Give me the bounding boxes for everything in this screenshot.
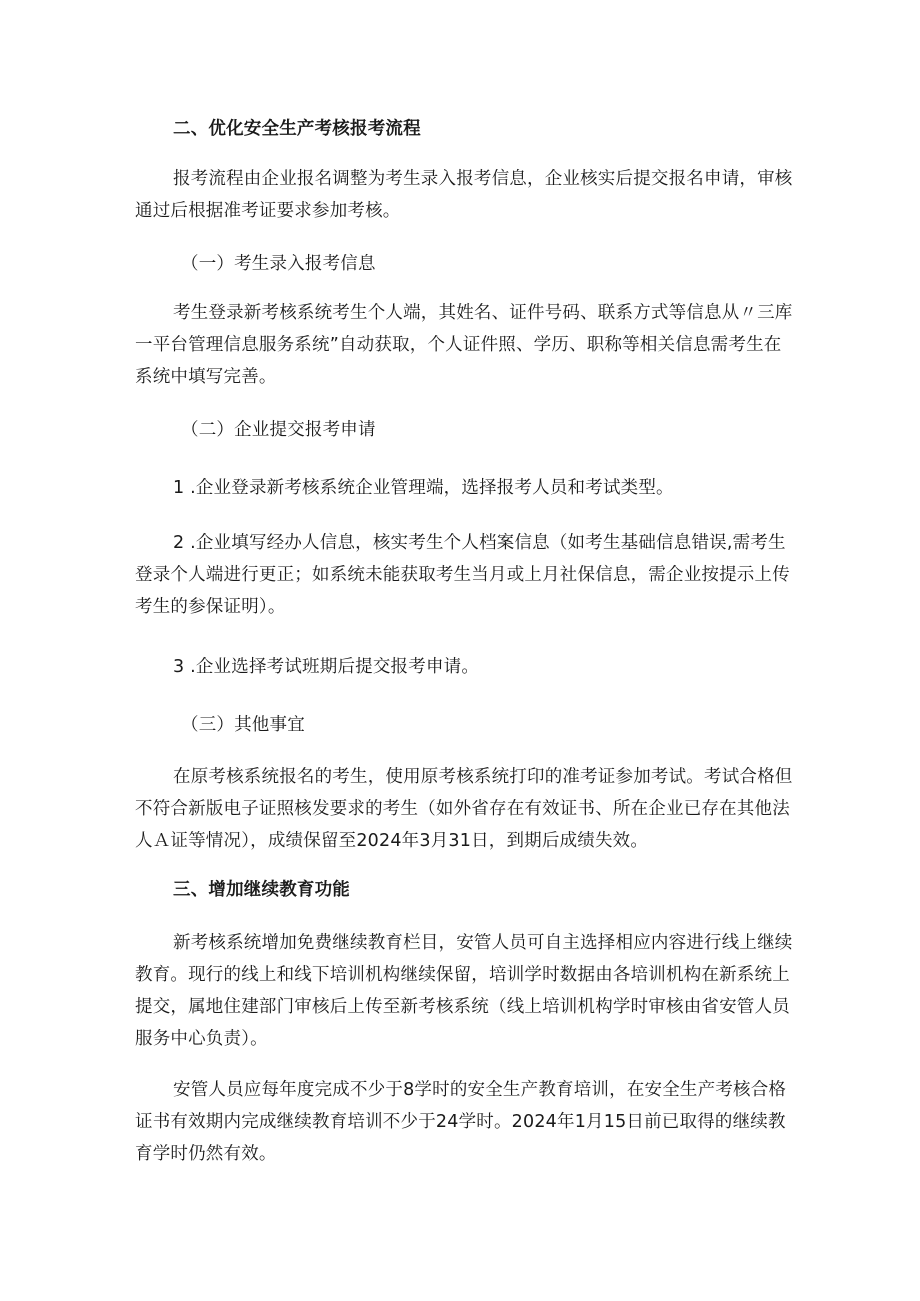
subsection-2-title: （二）企业提交报考申请	[181, 420, 376, 440]
section-3-heading: 三、增加继续教育功能	[173, 880, 350, 900]
section-2-intro-paragraph: 报考流程由企业报名调整为考生录入报考信息，企业核实后提交报名申请，审核通过后根据准考证要求参加考核。	[135, 169, 793, 221]
subsection-1-paragraph: 考生登录新考核系统考生个人端，其姓名、证件号码、联系方式等信息从〃三库一平台管理信息服务系统”自动获取，个人证件照、学历、职称等相关信息需考生在系统中填写完善。	[135, 303, 793, 387]
subsection-2-item-1: 1 .企业登录新考核系统企业管理端，选择报考人员和考试类型。	[173, 478, 674, 498]
subsection-2-item-2: 2 .企业填写经办人信息，核实考生个人档案信息（如考生基础信息错误,需考生登录个人端进行更正；如系统未能获取考生当月或上月社保信息，需企业按提示上传考生的参保证明）。	[135, 533, 790, 617]
subsection-1-title: （一）考生录入报考信息	[181, 254, 376, 274]
subsection-3-paragraph: 在原考核系统报名的考生，使用原考核系统打印的准考证参加考试。考试合格但不符合新版电子证照核发要求的考生（如外省存在有效证书、所在企业已存在其他法人Ａ证等情况），成绩保留至2024年3月31日，到期后成绩失效。	[135, 767, 793, 851]
subsection-3-title: （三）其他事宜	[181, 715, 305, 735]
section-2-heading: 二、优化安全生产考核报考流程	[173, 119, 421, 139]
section-3-paragraph-1: 新考核系统增加免费继续教育栏目，安管人员可自主选择相应内容进行线上继续教育。现行的线上和线下培训机构继续保留，培训学时数据由各培训机构在新系统上提交，属地住建部门审核后上传至新考核系统（线上培训机构学时审核由省安管人员服务中心负责）。	[135, 933, 793, 1049]
subsection-2-item-3: 3 .企业选择考试班期后提交报考申请。	[173, 657, 480, 677]
section-3-paragraph-2: 安管人员应每年度完成不少于8学时的安全生产教育培训，在安全生产考核合格证书有效期内完成继续教育培训不少于24学时。2024年1月15日前已取得的继续教育学时仍然有效。	[135, 1080, 787, 1164]
